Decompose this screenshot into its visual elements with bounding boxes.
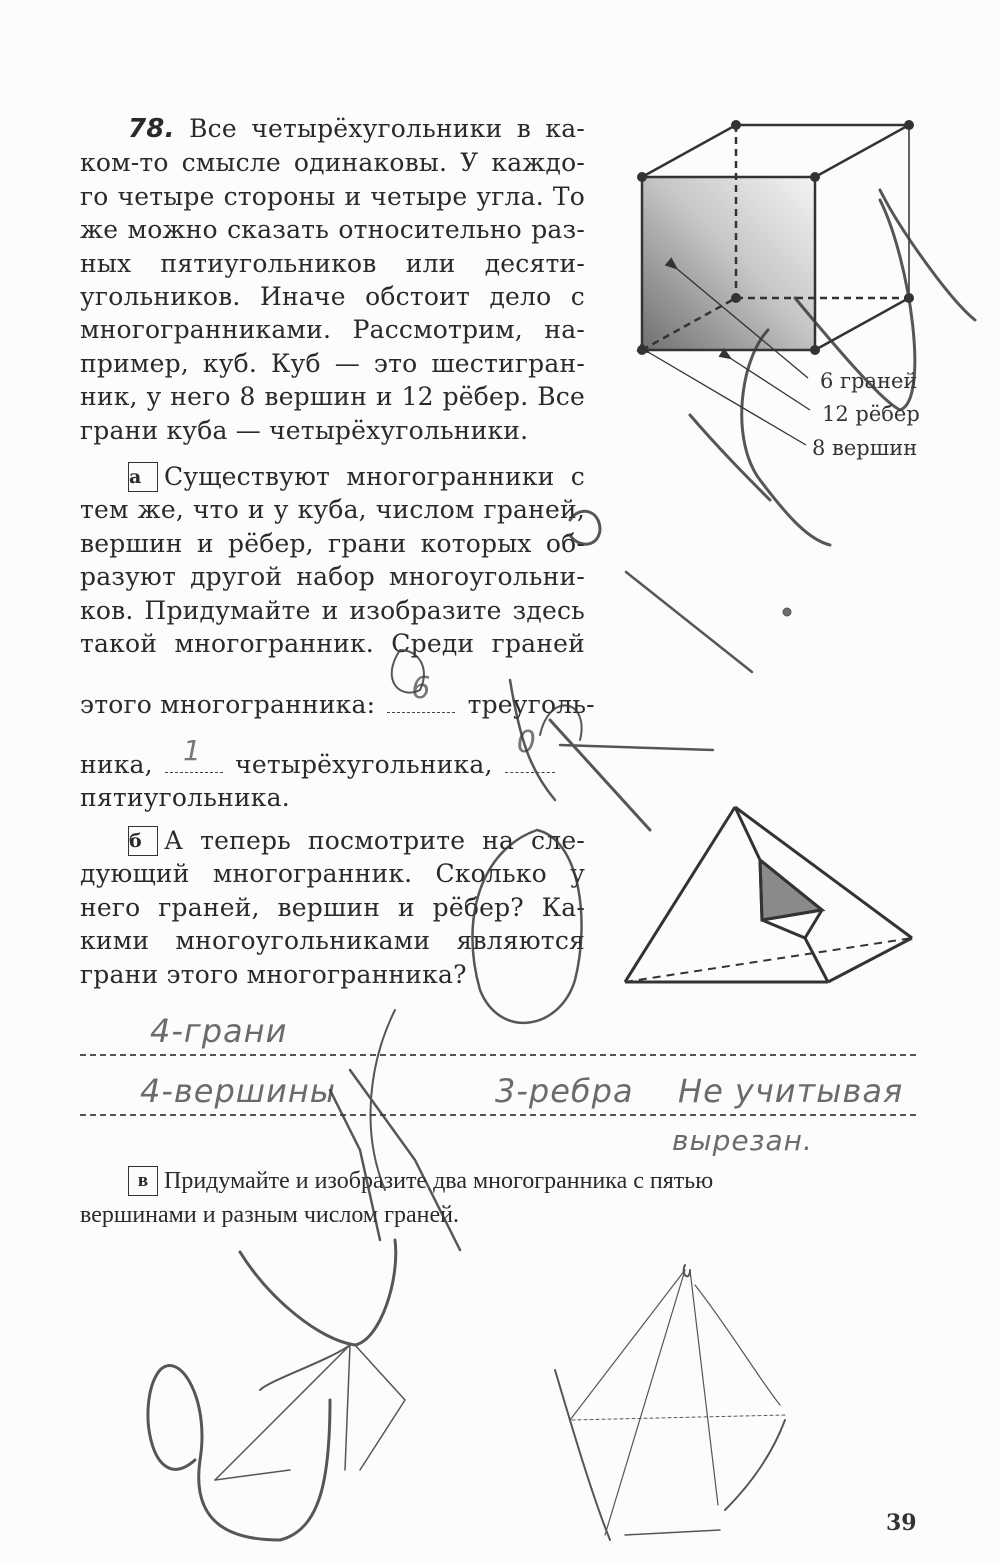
intro-line-7: пример, куб. Куб — это шестигран- — [80, 348, 585, 378]
handwritten-note-1: Не учитывая — [678, 1072, 904, 1110]
handwritten-edges: 3-ребра — [495, 1072, 634, 1110]
cube-label-faces: 6 граней — [820, 369, 918, 393]
handwritten-note-2: вырезан. — [672, 1124, 813, 1157]
part-b-label: б — [128, 826, 158, 856]
part-c-line-2: вершинами и разным числом граней. — [80, 1202, 459, 1228]
intro-line-5: угольников. Иначе обстоит дело с — [80, 282, 585, 312]
part-a-label: а — [128, 462, 158, 492]
part-c-label: в — [128, 1166, 158, 1196]
part-b-line-0: б А теперь посмотрите на сле- — [129, 826, 585, 855]
part-b-line-4: грани этого многогранника? — [80, 959, 467, 989]
problem-number: 78. — [128, 114, 175, 144]
cube-label-vertices: 8 вершин — [812, 436, 918, 460]
part-a-fill-1: этого многогранника: 6 треуголь- — [80, 671, 595, 719]
intro-line-8: ник, у него 8 вершин и 12 рёбер. Все — [80, 382, 585, 412]
intro-line-1: ком-то смысле одинаковы. У каждо- — [80, 148, 585, 178]
triangles-count-field[interactable]: 6 — [387, 694, 455, 713]
handwritten-faces: 4-грани — [150, 1012, 288, 1050]
pentagons-count-field[interactable]: 0 — [505, 754, 555, 773]
intro-line-4: ных пятиугольников или десяти- — [80, 248, 585, 278]
pencil-scribbles — [148, 190, 975, 1540]
part-a-line-0: а Существуют многогранники с — [129, 462, 585, 491]
page-number: 39 — [886, 1510, 917, 1536]
part-b-line-1: дующий многогранник. Сколько у — [80, 859, 585, 889]
part-a-fill-2: ника, 1 четырёхугольника, 0 пятиугольника. — [80, 748, 585, 815]
part-a-fill-3: пятиугольника. — [80, 783, 290, 813]
intro-line-6: многогранниками. Рассмотрим, на- — [80, 315, 585, 345]
pyramid-figure — [625, 807, 912, 982]
intro-line-2: го четыре стороны и четыре угла. То — [80, 181, 585, 211]
intro-line-3: же можно сказать относительно раз- — [80, 215, 585, 245]
part-b-line-2: него граней, вершин и рёбер? Ка- — [80, 892, 585, 922]
handwritten-vertices: 4-вершины — [140, 1072, 337, 1110]
cube-label-edges: 12 рёбер — [822, 402, 920, 426]
part-c-line-1: Придумайте и изобразите два многогранника с пятью — [164, 1168, 714, 1194]
part-a-line-3: разуют другой набор многоугольни- — [80, 562, 585, 592]
quads-count-field[interactable]: 1 — [165, 754, 223, 773]
part-b-line-3: кими многоугольниками являются — [80, 926, 585, 956]
part-a-line-5: такой многогранник. Среди граней — [80, 629, 585, 659]
part-a-line-2: вершин и рёбер, грани которых об- — [80, 528, 585, 558]
part-a-line-1: тем же, что и у куба, числом граней, — [80, 495, 585, 525]
intro-line-9: грани куба — четырёхугольники. — [80, 415, 529, 445]
cube-figure — [637, 120, 914, 445]
part-a-line-4: ков. Придумайте и изобразите здесь — [80, 595, 585, 625]
intro-line-0: 78. Все четырёхугольники в ка- — [128, 114, 585, 144]
